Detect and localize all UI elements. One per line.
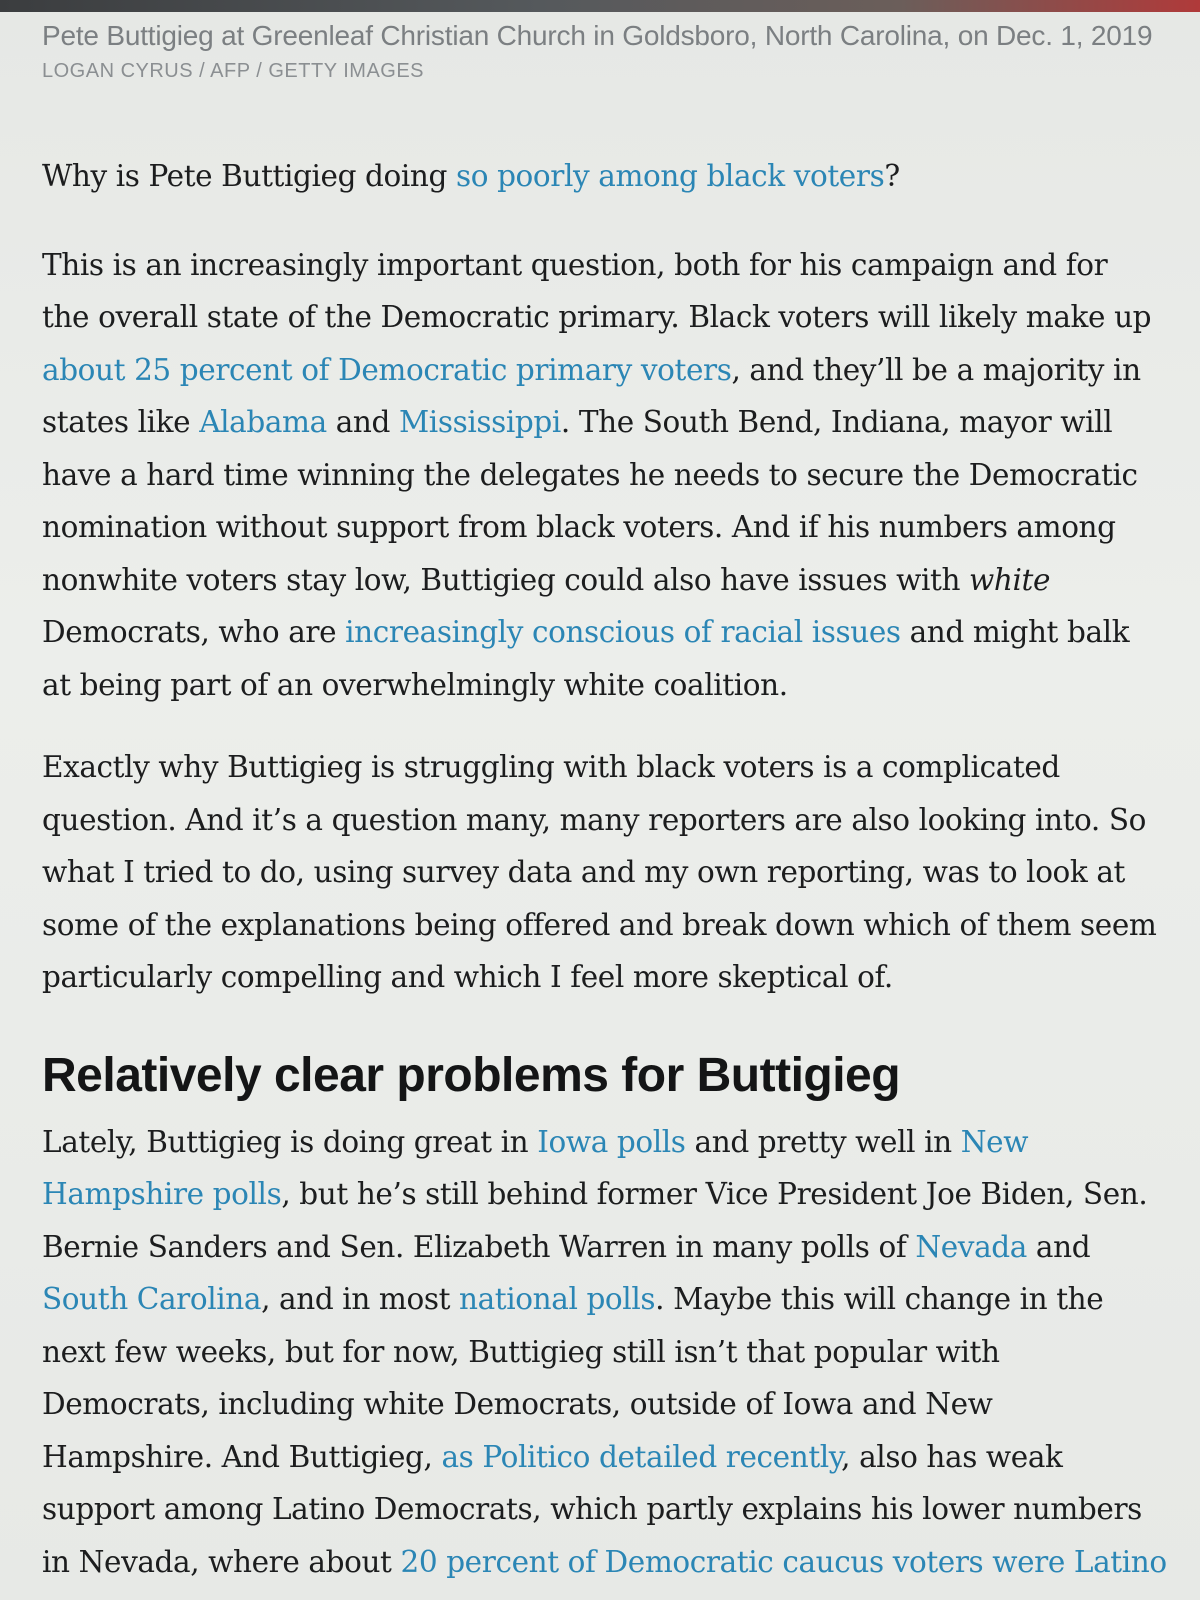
link-nevada[interactable]: Nevada <box>915 1229 1027 1264</box>
link-racial-issues[interactable]: increasingly conscious of racial issues <box>345 615 901 649</box>
line <box>42 1116 1200 1169</box>
article-body <box>42 150 1200 1588</box>
photo-credit: LOGAN CYRUS / AFP / GETTY IMAGES <box>42 60 425 82</box>
text-span: Why is Pete Buttigieg doing <box>42 159 456 193</box>
text-span: Hampshire. And Buttigieg, <box>42 1439 442 1474</box>
line: the overall state of the Democratic primary. Black voters will likely make up <box>42 300 1152 334</box>
text-span: and might balk <box>900 615 1130 649</box>
link-latino-caucus-voters[interactable]: 20 percent of Democratic caucus voters were Latino <box>400 1544 1167 1579</box>
link-new-hampshire-polls-cont[interactable]: Hampshire polls <box>42 1177 282 1211</box>
line <box>42 1431 1200 1484</box>
line <box>42 1536 1200 1589</box>
text-span: , also has weak <box>841 1439 1063 1474</box>
line: question. And it’s a question many, many reporters are also looking into. So <box>42 802 1147 837</box>
text-span: , and in most <box>261 1282 460 1316</box>
text-span: . Maybe this will change in the <box>655 1282 1104 1316</box>
line: support among Latino Democrats, which partly explains his lower numbers <box>42 1492 1142 1526</box>
link-new-hampshire-polls[interactable]: New <box>960 1124 1029 1159</box>
line <box>42 554 1200 607</box>
emphasis-white: white <box>969 562 1051 597</box>
line <box>42 344 1200 397</box>
link-politico-detailed[interactable]: as Politico detailed recently <box>441 1439 842 1474</box>
lead-question <box>42 150 1200 203</box>
line <box>42 1221 1200 1274</box>
line: This is an increasingly important question, both for his campaign and for <box>42 247 1108 282</box>
text-span: in Nevada, where about <box>42 1544 401 1579</box>
text-span: Democrats, who are <box>42 615 346 649</box>
line <box>42 1168 1200 1221</box>
line: some of the explanations being offered and break down which of them seem <box>42 907 1157 942</box>
photo-bottom-edge <box>0 0 1200 12</box>
line <box>42 606 1200 659</box>
text-span: . The South Bend, Indiana, mayor will <box>560 405 1113 439</box>
paragraph-1 <box>42 239 1200 712</box>
link-alabama[interactable]: Alabama <box>199 405 327 439</box>
link-national-polls[interactable]: national polls <box>459 1282 656 1316</box>
line <box>42 1273 1200 1326</box>
line: particularly compelling and which I feel more skeptical of. <box>42 960 893 994</box>
text-span: states like <box>42 405 200 439</box>
text-span: Lately, Buttigieg is doing great in <box>42 1124 538 1159</box>
text-span: ? <box>884 159 900 193</box>
text-span: , and they’ll be a majority in <box>731 352 1141 387</box>
line: what I tried to do, using survey data and my own reporting, was to look at <box>42 855 1126 889</box>
paragraph-2 <box>42 741 1200 1004</box>
line <box>42 396 1200 449</box>
line: Democrats, including white Democrats, outside of Iowa and New <box>42 1387 993 1421</box>
text-span: , but he’s still behind former Vice President Joe Biden, Sen. <box>281 1177 1148 1211</box>
text-span: Bernie Sanders and Sen. Elizabeth Warren in many polls of <box>42 1229 916 1264</box>
link-iowa-polls[interactable]: Iowa polls <box>537 1124 686 1159</box>
line: next few weeks, but for now, Buttigieg still isn’t that popular with <box>42 1334 1000 1369</box>
photo-caption: Pete Buttigieg at Greenleaf Christian Church in Goldsboro, North Carolina, on Dec. 1, 2019 <box>42 20 1153 51</box>
text-span: nonwhite voters stay low, Buttigieg could also have issues with <box>42 562 970 597</box>
section-heading: Relatively clear problems for Buttigieg <box>42 1048 901 1102</box>
link-mississippi[interactable]: Mississippi <box>399 405 561 439</box>
text-span: and <box>326 405 399 439</box>
text-span: and pretty well in <box>685 1124 961 1159</box>
text-span: and <box>1026 1229 1091 1264</box>
line: have a hard time winning the delegates he needs to secure the Democratic <box>42 457 1138 492</box>
paragraph-3 <box>42 1116 1200 1589</box>
link-poorly-among-black-voters[interactable]: so poorly among black voters <box>456 159 885 193</box>
line: nomination without support from black voters. And if his numbers among <box>42 510 1116 544</box>
link-south-carolina[interactable]: South Carolina <box>42 1282 262 1316</box>
link-25-percent-primary-voters[interactable]: about 25 percent of Democratic primary voters <box>42 352 732 387</box>
line: at being part of an overwhelmingly white coalition. <box>42 667 788 702</box>
line: Exactly why Buttigieg is struggling with black voters is a complicated <box>42 750 1060 784</box>
